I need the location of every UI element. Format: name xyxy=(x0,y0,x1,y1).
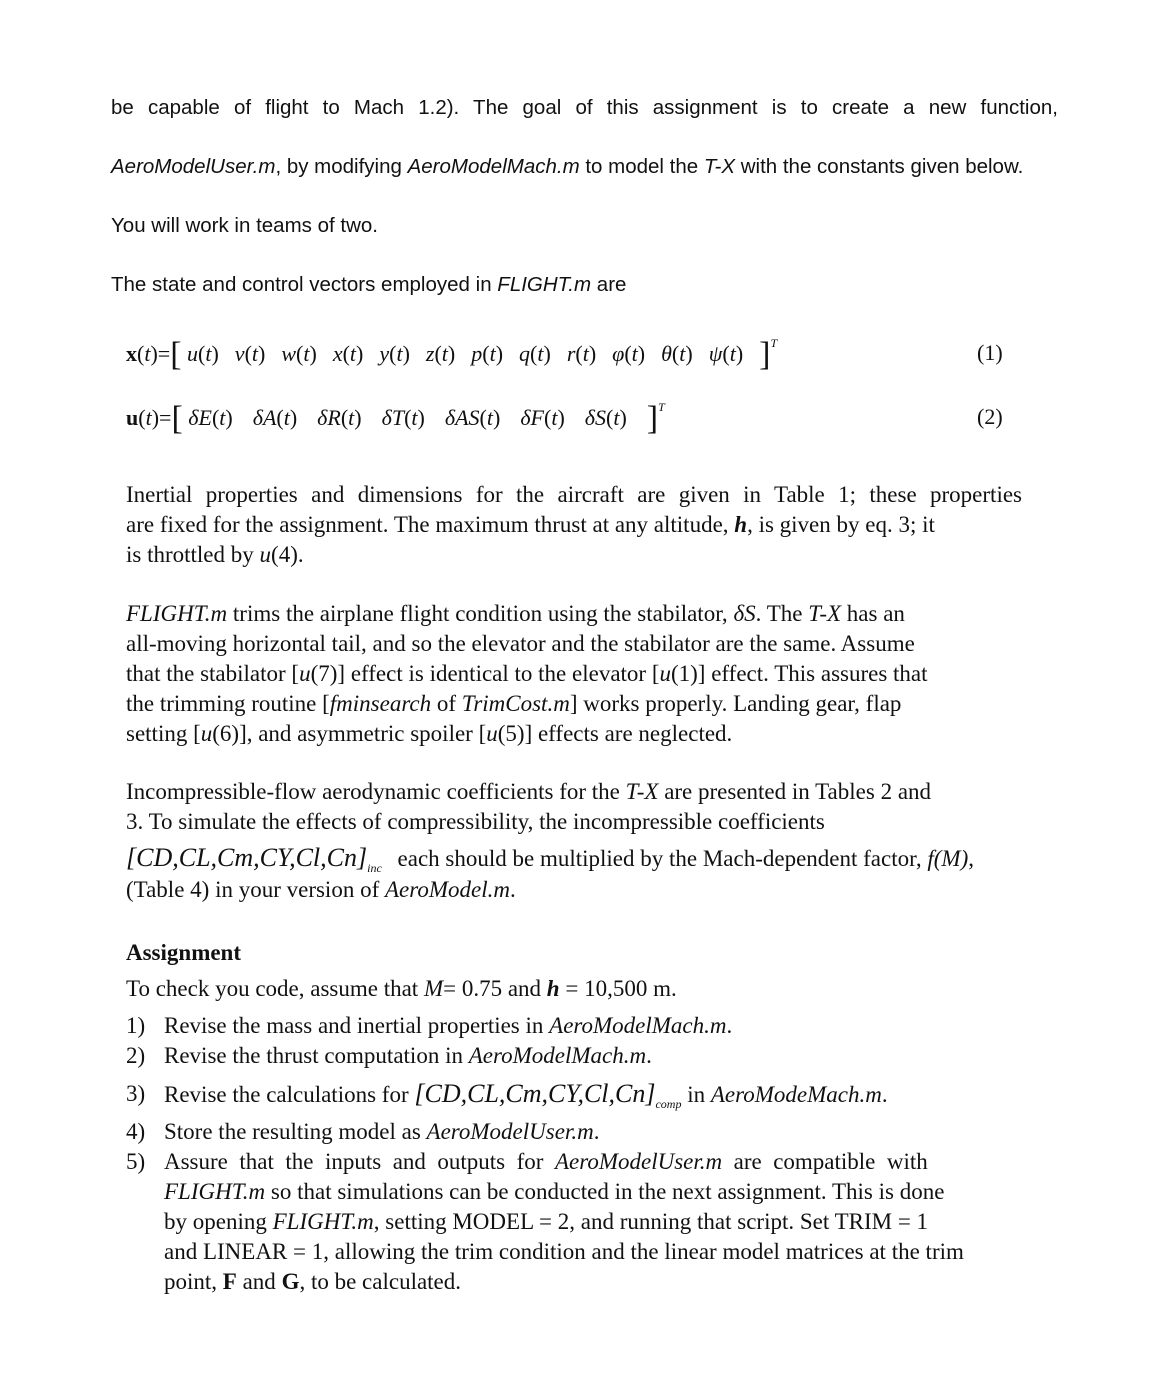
vector-element: δAS(t) xyxy=(444,405,501,430)
intro-line-3: You will work in teams of two. xyxy=(111,214,378,237)
list-item: 1) Revise the mass and inertial properties in AeroModelMach.m. xyxy=(126,1013,733,1038)
vector-element: v(t) xyxy=(234,341,266,366)
assignment-list xyxy=(126,1011,1056,1297)
list-item: 5) Assure that the inputs and outputs for AeroModelUser.m are compatible with FLIGHT.m so that simulations can be conducted in the next assignment. This is done by opening FLIGHT.m, setting MODEL = 2, and running that script. Set TRIM = 1 and LINEAR = 1, allowing the trim condition and the linear model matrices at the trim point, F and G, to be calculated. xyxy=(126,1149,964,1294)
aircraft-name: T-X xyxy=(703,155,736,178)
vector-element: r(t) xyxy=(566,341,597,366)
vector-element: δE(t) xyxy=(188,405,233,430)
vector-element: u(t) xyxy=(187,341,219,366)
coefficient-vector: [CD,CL,Cm,CY,Cl,Cn] xyxy=(126,843,368,872)
list-item: 3) Revise the calculations for $[CD,CL,Cm,CY,Cl,Cn]_{comp}$ in AeroModeMach.m. xyxy=(126,1079,888,1111)
vector-element: δT(t) xyxy=(381,405,425,430)
paragraph-compressibility: Incompressible-flow aerodynamic coefficients for the T-X are presented in Tables 2 and 3. To simulate the effects of compressibility, the incompressible coefficients $[CD,CL,Cm,CY,Cl,Cn]_{inc}$ each should be multiplied by the Mach-dependent factor, f(M), (Table 4) in your version of AeroModel.m. xyxy=(126,779,974,902)
state-vector-elements xyxy=(187,341,759,366)
assignment-check: To check you code, assume that M= 0.75 and h = 10,500 m. xyxy=(126,976,677,1001)
state-vector-symbol: x xyxy=(126,341,137,366)
vector-element: z(t) xyxy=(425,341,456,366)
vector-element: δA(t) xyxy=(252,405,298,430)
control-vector-elements xyxy=(188,405,647,430)
intro-line-2: AeroModelUser.m, by modifying AeroModelMach.m to model the T-X with the constants given below. xyxy=(111,155,1024,178)
vectors-intro: The state and control vectors employed in FLIGHT.m are xyxy=(111,273,627,296)
list-item: 4) Store the resulting model as AeroModelUser.m. xyxy=(126,1119,600,1144)
vector-element: x(t) xyxy=(332,341,364,366)
vector-element: θ(t) xyxy=(661,341,693,366)
assignment-heading: Assignment xyxy=(126,940,242,965)
file-name: AeroModelUser.m xyxy=(111,155,276,178)
control-vector-symbol: u xyxy=(126,405,139,430)
vector-element: y(t) xyxy=(379,341,410,366)
coefficient-vector: [CD,CL,Cm,CY,Cl,Cn] xyxy=(414,1079,656,1108)
vector-element: p(t) xyxy=(471,341,504,366)
vector-element: δR(t) xyxy=(317,405,362,430)
file-name: AeroModelMach.m xyxy=(407,155,580,178)
vector-element: δF(t) xyxy=(520,405,565,430)
paragraph-inertial: Inertial properties and dimensions for the aircraft are given in Table 1; these properties are fixed for the assignment. The maximum thrust at any altitude, h, is given by eq. 3; it is throttled by u(4). xyxy=(126,482,1022,567)
control-vector-equation: u(t)=[ δE(t) δA(t) δR(t) δT(t) δAS(t) δF(t) δS(t) ]$^T$ xyxy=(126,400,665,437)
vector-element: q(t) xyxy=(519,341,551,366)
paragraph-trim: FLIGHT.m trims the airplane flight condition using the stabilator, δS. The T-X has an all-moving horizontal tail, and so the elevator and the stabilator are the same. Assume that the stabilator [u(7)] effect is identical to the elevator [u(1)] effect. This assures that the trimming routine [fminsearch of TrimCost.m] works properly. Landing gear, flap setting [u(6)], and asymmetric spoiler [u(5)] effects are neglected. xyxy=(126,601,928,746)
vector-element: ψ(t) xyxy=(708,341,744,366)
equation-number: (2) xyxy=(977,404,1003,429)
vector-element: δS(t) xyxy=(584,405,627,430)
intro-line-1: be capable of flight to Mach 1.2). The goal of this assignment is to create a new function, xyxy=(111,96,1058,119)
vector-element: φ(t) xyxy=(612,341,646,366)
list-item: 2) Revise the thrust computation in AeroModelMach.m. xyxy=(126,1043,652,1068)
state-vector-equation: x(t)=[ u(t) v(t) w(t) x(t) y(t) z(t) p(t) q(t) r(t) φ(t) θ(t) ψ(t) ]$^T$ xyxy=(126,336,778,373)
vector-element: w(t) xyxy=(281,341,317,366)
equation-number: (1) xyxy=(977,340,1003,365)
